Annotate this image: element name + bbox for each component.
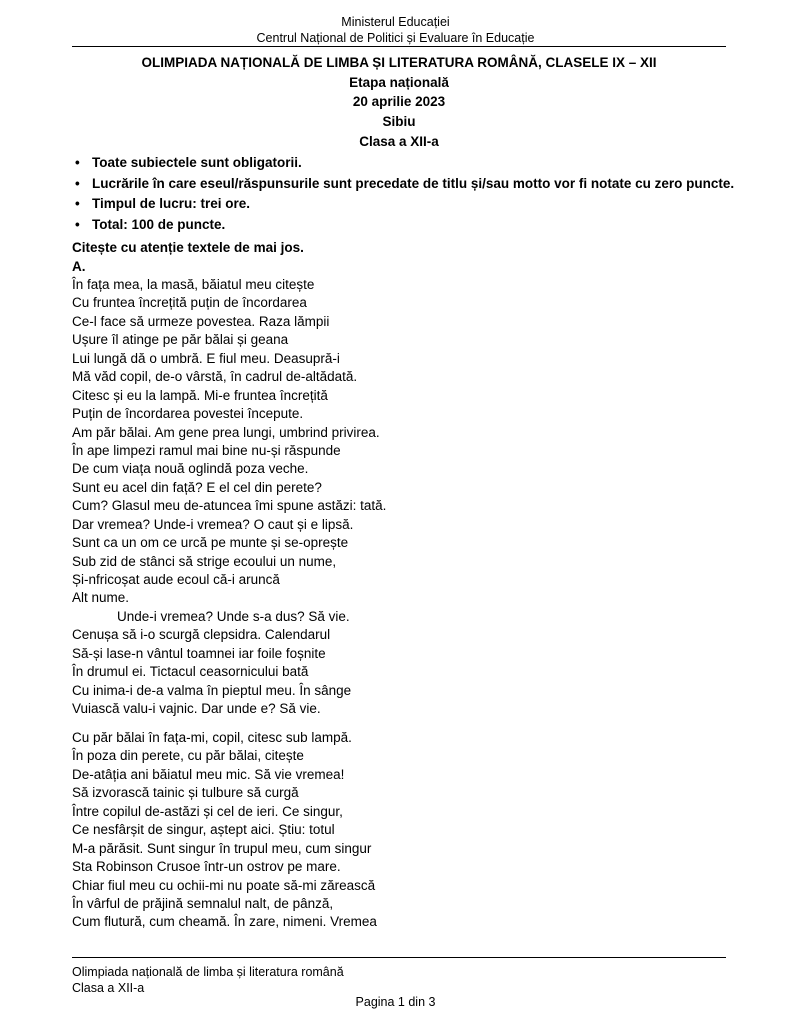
poem-line: Vuiască valu-i vajnic. Dar unde e? Să vie. bbox=[72, 701, 321, 717]
poem-line: Cu inima-i de-a valma în pieptul meu. În sânge bbox=[72, 682, 352, 698]
poem-line: Ușure îl atinge pe păr bălai și geana bbox=[72, 332, 289, 348]
poem-line: Să izvorască tainic și tulbure să curgă bbox=[72, 785, 299, 801]
footer-divider bbox=[72, 957, 726, 958]
section-a-label: A. bbox=[72, 259, 86, 274]
poem-line: Sub zid de stânci să strige ecoului un nume, bbox=[72, 553, 337, 569]
poem-line: Mă văd copil, de-o vârstă, în cadrul de-altădată. bbox=[72, 369, 358, 385]
document-header bbox=[0, 14, 791, 46]
poem-line: În poza din perete, cu păr bălai, citește bbox=[72, 748, 304, 764]
rule-item: • Toate subiectele sunt obligatorii. bbox=[72, 153, 732, 174]
poem-line: În ape limpezi ramul mai bine nu-și răspunde bbox=[72, 442, 341, 458]
poem-stanza-3 bbox=[72, 729, 732, 932]
rule-item: • Timpul de lucru: trei ore. bbox=[72, 194, 732, 215]
poem-line: Cum flutură, cum cheamă. În zare, nimeni. Vremea bbox=[72, 914, 377, 930]
poem-line: Cum? Glasul meu de-atuncea îmi spune astăzi: tată. bbox=[72, 498, 387, 514]
header-divider bbox=[72, 46, 726, 47]
poem-line: De-atâția ani băiatul meu mic. Să vie vremea! bbox=[72, 766, 345, 782]
center-name: Centrul Național de Politici și Evaluare în Educație bbox=[256, 31, 535, 45]
poem-line: M-a părăsit. Sunt singur în trupul meu, cum singur bbox=[72, 840, 372, 856]
poem-stanza-2 bbox=[72, 608, 732, 719]
poem-line: Să-și lase-n vântul toamnei iar foile foșnite bbox=[72, 645, 326, 661]
poem-line: Chiar fiul meu cu ochii-mi nu poate să-mi zărească bbox=[72, 877, 376, 893]
footer bbox=[72, 964, 344, 996]
poem-line: Ce nesfârșit de singur, aștept aici. Știu: totul bbox=[72, 822, 335, 838]
read-instruction: Citește cu atenție textele de mai jos. bbox=[72, 240, 304, 255]
poem-line: Lui lungă dă o umbră. E fiul meu. Deasupră-i bbox=[72, 350, 340, 366]
rule-item: • Total: 100 de puncte. bbox=[72, 215, 732, 236]
exam-city: Sibiu bbox=[382, 113, 416, 129]
poem-line: Și-nfricoșat aude ecoul că-i aruncă bbox=[72, 572, 280, 587]
poem-line: Citesc și eu la lampă. Mi-e fruntea încrețită bbox=[72, 387, 328, 403]
ministry-name: Ministerul Educației bbox=[341, 15, 450, 29]
poem-line: În fața mea, la masă, băiatul meu citește bbox=[72, 277, 315, 292]
footer-class: Clasa a XII-a bbox=[72, 981, 145, 995]
class-title: Clasa a XII-a bbox=[359, 134, 439, 149]
exam-rules-list bbox=[72, 153, 735, 235]
stanza-gap bbox=[72, 719, 732, 730]
poem-line: Ce-l face să urmeze povestea. Raza lămpii bbox=[72, 313, 330, 329]
poem-line: Unde-i vremea? Unde s-a dus? Să vie. bbox=[117, 608, 350, 624]
instructions bbox=[72, 238, 304, 276]
poem-text bbox=[72, 276, 732, 932]
exam-title: OLIMPIADA NAȚIONALĂ DE LIMBA ȘI LITERATURA ROMÂNĂ, CLASELE IX – XII bbox=[141, 55, 657, 70]
exam-stage: Etapa națională bbox=[349, 74, 449, 90]
poem-line: Am păr bălai. Am gene prea lungi, umbrind privirea. bbox=[72, 424, 380, 440]
poem-line: Puțin de încordarea povestei începute. bbox=[72, 406, 304, 422]
poem-line: Între copilul de-astăzi și cel de ieri. Ce singur, bbox=[72, 803, 343, 819]
poem-stanza-1 bbox=[72, 276, 732, 608]
poem-line: Cenușa să i-o scurgă clepsidra. Calendarul bbox=[72, 627, 331, 643]
poem-line: Dar vremea? Unde-i vremea? O caut și e lipsă. bbox=[72, 516, 354, 532]
poem-line: Sunt eu acel din față? E el cel din perete? bbox=[72, 479, 322, 495]
poem-line: Sunt ca un om ce urcă pe munte și se-oprește bbox=[72, 535, 349, 551]
exam-date: 20 aprilie 2023 bbox=[352, 94, 446, 109]
poem-line: În vârful de prăjină semnalul nalt, de pânză, bbox=[72, 895, 334, 911]
poem-line: De cum viața nouă oglindă poza veche. bbox=[72, 461, 309, 477]
page-number: Pagina 1 din 3 bbox=[355, 995, 436, 1009]
poem-line: În drumul ei. Tictacul ceasornicului bată bbox=[72, 664, 309, 680]
rule-item: • Lucrările în care eseul/răspunsurile sunt precedate de titlu și/sau motto vor fi notate cu zero puncte. bbox=[72, 174, 732, 195]
poem-line: Alt nume. bbox=[72, 590, 130, 606]
exam-title-block bbox=[72, 53, 726, 131]
poem-line: Cu păr bălai în fața-mi, copil, citesc sub lampă. bbox=[72, 730, 352, 745]
footer-olympiad-name: Olimpiada națională de limba și literatura română bbox=[72, 965, 344, 979]
poem-line: Cu fruntea încrețită puțin de încordarea bbox=[72, 295, 307, 311]
poem-line: Sta Robinson Crusoe într-un ostrov pe mare. bbox=[72, 859, 341, 875]
